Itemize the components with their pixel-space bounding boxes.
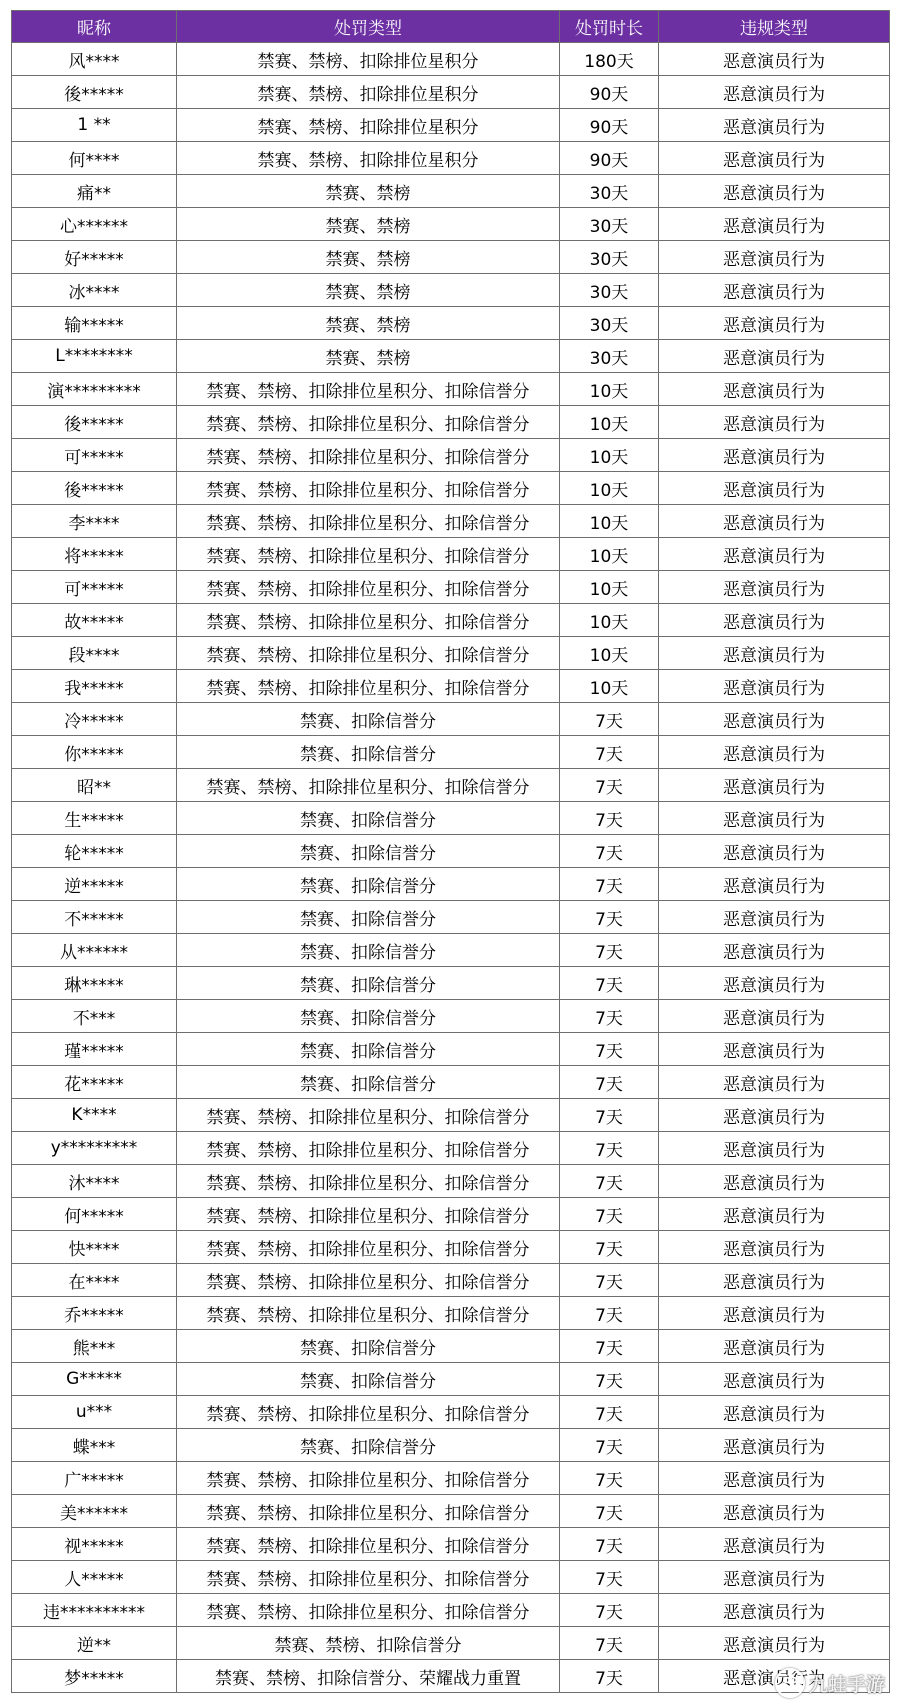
cell-penalty-duration: 7天 — [560, 1231, 659, 1264]
table-row — [12, 1429, 890, 1462]
cell-penalty-duration: 7天 — [560, 1099, 659, 1132]
cell-penalty-duration: 30天 — [560, 208, 659, 241]
cell-violation-type: 恶意演员行为 — [659, 1066, 890, 1099]
cell-violation-type: 恶意演员行为 — [659, 769, 890, 802]
cell-penalty-duration: 7天 — [560, 1561, 659, 1594]
cell-nickname: 在**** — [12, 1264, 177, 1297]
cell-violation-type: 恶意演员行为 — [659, 1627, 890, 1660]
cell-nickname: 冰**** — [12, 274, 177, 307]
table-row — [12, 1660, 890, 1693]
table-row — [12, 1231, 890, 1264]
cell-penalty-duration: 7天 — [560, 1363, 659, 1396]
cell-violation-type: 恶意演员行为 — [659, 703, 890, 736]
cell-nickname: 後***** — [12, 76, 177, 109]
table-row — [12, 472, 890, 505]
cell-nickname: 琳***** — [12, 967, 177, 1000]
cell-nickname: 美****** — [12, 1495, 177, 1528]
cell-penalty-duration: 7天 — [560, 1528, 659, 1561]
cell-violation-type: 恶意演员行为 — [659, 802, 890, 835]
table-row — [12, 76, 890, 109]
table-row — [12, 1528, 890, 1561]
cell-nickname: 梦***** — [12, 1660, 177, 1693]
cell-violation-type: 恶意演员行为 — [659, 835, 890, 868]
cell-violation-type: 恶意演员行为 — [659, 1594, 890, 1627]
table-row — [12, 934, 890, 967]
cell-nickname: 何***** — [12, 1198, 177, 1231]
table-row — [12, 835, 890, 868]
cell-penalty-type: 禁赛、禁榜 — [177, 274, 560, 307]
cell-nickname: 输***** — [12, 307, 177, 340]
cell-violation-type: 恶意演员行为 — [659, 142, 890, 175]
cell-penalty-type: 禁赛、扣除信誉分 — [177, 967, 560, 1000]
cell-penalty-type: 禁赛、禁榜、扣除排位星积分、扣除信誉分 — [177, 769, 560, 802]
cell-violation-type: 恶意演员行为 — [659, 1396, 890, 1429]
cell-penalty-duration: 7天 — [560, 868, 659, 901]
cell-nickname: G***** — [12, 1363, 177, 1396]
cell-violation-type: 恶意演员行为 — [659, 1462, 890, 1495]
cell-nickname: 违********** — [12, 1594, 177, 1627]
cell-penalty-duration: 7天 — [560, 967, 659, 1000]
cell-nickname: 可***** — [12, 439, 177, 472]
table-row — [12, 1099, 890, 1132]
cell-penalty-type: 禁赛、扣除信誉分 — [177, 1429, 560, 1462]
cell-penalty-type: 禁赛、禁榜、扣除排位星积分、扣除信誉分 — [177, 670, 560, 703]
cell-penalty-duration: 7天 — [560, 703, 659, 736]
cell-nickname: 你***** — [12, 736, 177, 769]
cell-penalty-duration: 10天 — [560, 439, 659, 472]
cell-nickname: 1 ** — [12, 109, 177, 142]
cell-violation-type: 恶意演员行为 — [659, 373, 890, 406]
cell-penalty-duration: 7天 — [560, 1660, 659, 1693]
cell-penalty-duration: 90天 — [560, 109, 659, 142]
cell-violation-type: 恶意演员行为 — [659, 340, 890, 373]
cell-violation-type: 恶意演员行为 — [659, 241, 890, 274]
cell-penalty-duration: 7天 — [560, 1165, 659, 1198]
cell-penalty-duration: 30天 — [560, 175, 659, 208]
cell-violation-type: 恶意演员行为 — [659, 307, 890, 340]
table-row — [12, 1033, 890, 1066]
cell-penalty-type: 禁赛、禁榜、扣除排位星积分、扣除信誉分 — [177, 1132, 560, 1165]
cell-violation-type: 恶意演员行为 — [659, 43, 890, 76]
table-row — [12, 1594, 890, 1627]
penalty-table — [11, 10, 890, 1693]
cell-nickname: 花***** — [12, 1066, 177, 1099]
cell-violation-type: 恶意演员行为 — [659, 1561, 890, 1594]
cell-violation-type: 恶意演员行为 — [659, 670, 890, 703]
cell-penalty-type: 禁赛、禁榜、扣除排位星积分 — [177, 109, 560, 142]
cell-violation-type: 恶意演员行为 — [659, 109, 890, 142]
cell-penalty-type: 禁赛、扣除信誉分 — [177, 934, 560, 967]
cell-violation-type: 恶意演员行为 — [659, 1099, 890, 1132]
cell-penalty-duration: 7天 — [560, 1594, 659, 1627]
cell-penalty-type: 禁赛、禁榜、扣除排位星积分、扣除信誉分 — [177, 1462, 560, 1495]
cell-penalty-type: 禁赛、禁榜、扣除排位星积分、扣除信誉分 — [177, 1165, 560, 1198]
cell-penalty-type: 禁赛、禁榜、扣除排位星积分、扣除信誉分 — [177, 439, 560, 472]
cell-violation-type: 恶意演员行为 — [659, 1330, 890, 1363]
cell-penalty-type: 禁赛、禁榜、扣除排位星积分、扣除信誉分 — [177, 604, 560, 637]
table-row — [12, 109, 890, 142]
cell-nickname: 故***** — [12, 604, 177, 637]
table-row — [12, 1066, 890, 1099]
cell-violation-type: 恶意演员行为 — [659, 934, 890, 967]
cell-penalty-type: 禁赛、禁榜、扣除排位星积分、扣除信誉分 — [177, 1297, 560, 1330]
cell-penalty-type: 禁赛、禁榜 — [177, 241, 560, 274]
cell-penalty-type: 禁赛、禁榜、扣除排位星积分、扣除信誉分 — [177, 637, 560, 670]
cell-nickname: 将***** — [12, 538, 177, 571]
cell-penalty-type: 禁赛、扣除信誉分 — [177, 802, 560, 835]
cell-violation-type: 恶意演员行为 — [659, 967, 890, 1000]
cell-violation-type: 恶意演员行为 — [659, 1000, 890, 1033]
cell-penalty-type: 禁赛、禁榜、扣除排位星积分、扣除信誉分 — [177, 406, 560, 439]
table-row — [12, 241, 890, 274]
cell-violation-type: 恶意演员行为 — [659, 571, 890, 604]
cell-penalty-duration: 7天 — [560, 1033, 659, 1066]
table-row — [12, 1462, 890, 1495]
cell-nickname: 我***** — [12, 670, 177, 703]
cell-penalty-duration: 10天 — [560, 637, 659, 670]
cell-penalty-type: 禁赛、禁榜、扣除排位星积分、扣除信誉分 — [177, 538, 560, 571]
header-row — [12, 11, 890, 43]
cell-penalty-type: 禁赛、禁榜、扣除排位星积分 — [177, 142, 560, 175]
cell-nickname: 不*** — [12, 1000, 177, 1033]
cell-nickname: 逆** — [12, 1627, 177, 1660]
table-row — [12, 1561, 890, 1594]
cell-penalty-duration: 7天 — [560, 835, 659, 868]
cell-violation-type: 恶意演员行为 — [659, 1231, 890, 1264]
table-header — [12, 11, 890, 43]
cell-penalty-duration: 7天 — [560, 1297, 659, 1330]
cell-nickname: 好***** — [12, 241, 177, 274]
table-row — [12, 802, 890, 835]
cell-penalty-duration: 7天 — [560, 1627, 659, 1660]
cell-violation-type: 恶意演员行为 — [659, 1198, 890, 1231]
cell-nickname: 演********* — [12, 373, 177, 406]
cell-nickname: 生***** — [12, 802, 177, 835]
cell-penalty-duration: 7天 — [560, 802, 659, 835]
table-row — [12, 604, 890, 637]
cell-penalty-type: 禁赛、禁榜、扣除排位星积分、扣除信誉分 — [177, 472, 560, 505]
cell-penalty-type: 禁赛、禁榜、扣除排位星积分 — [177, 43, 560, 76]
cell-penalty-duration: 10天 — [560, 505, 659, 538]
frog-icon — [775, 1668, 805, 1698]
cell-penalty-duration: 7天 — [560, 1396, 659, 1429]
table-row — [12, 406, 890, 439]
cell-nickname: 痛** — [12, 175, 177, 208]
cell-nickname: 人***** — [12, 1561, 177, 1594]
header-penalty-duration: 处罚时长 — [560, 11, 659, 43]
cell-penalty-duration: 10天 — [560, 670, 659, 703]
table-row — [12, 1165, 890, 1198]
cell-nickname: 瑾***** — [12, 1033, 177, 1066]
table-row — [12, 307, 890, 340]
cell-penalty-type: 禁赛、禁榜 — [177, 340, 560, 373]
cell-nickname: 轮***** — [12, 835, 177, 868]
cell-penalty-duration: 7天 — [560, 1132, 659, 1165]
table-body — [12, 43, 890, 1693]
cell-penalty-type: 禁赛、禁榜、扣除排位星积分、扣除信誉分 — [177, 1594, 560, 1627]
cell-penalty-duration: 30天 — [560, 307, 659, 340]
table-row — [12, 1000, 890, 1033]
cell-penalty-type: 禁赛、禁榜、扣除排位星积分、扣除信誉分 — [177, 1264, 560, 1297]
cell-nickname: 昭** — [12, 769, 177, 802]
table-row — [12, 373, 890, 406]
cell-penalty-type: 禁赛、扣除信誉分 — [177, 1033, 560, 1066]
cell-penalty-type: 禁赛、禁榜、扣除排位星积分、扣除信誉分 — [177, 373, 560, 406]
table-row — [12, 769, 890, 802]
cell-nickname: 逆***** — [12, 868, 177, 901]
cell-violation-type: 恶意演员行为 — [659, 274, 890, 307]
cell-nickname: 何**** — [12, 142, 177, 175]
table-row — [12, 1363, 890, 1396]
cell-nickname: 李**** — [12, 505, 177, 538]
cell-penalty-type: 禁赛、禁榜 — [177, 208, 560, 241]
table-row — [12, 1330, 890, 1363]
cell-violation-type: 恶意演员行为 — [659, 439, 890, 472]
cell-penalty-duration: 7天 — [560, 1462, 659, 1495]
cell-nickname: 後***** — [12, 406, 177, 439]
table-row — [12, 538, 890, 571]
table-row — [12, 208, 890, 241]
cell-penalty-type: 禁赛、禁榜 — [177, 307, 560, 340]
cell-penalty-duration: 7天 — [560, 1429, 659, 1462]
cell-violation-type: 恶意演员行为 — [659, 538, 890, 571]
table-row — [12, 43, 890, 76]
cell-penalty-type: 禁赛、禁榜、扣除排位星积分、扣除信誉分 — [177, 505, 560, 538]
cell-penalty-type: 禁赛、禁榜、扣除排位星积分 — [177, 76, 560, 109]
table-row — [12, 571, 890, 604]
cell-penalty-duration: 7天 — [560, 934, 659, 967]
cell-nickname: 沐**** — [12, 1165, 177, 1198]
table-row — [12, 637, 890, 670]
cell-penalty-type: 禁赛、禁榜、扣除排位星积分、扣除信誉分 — [177, 1231, 560, 1264]
cell-nickname: 熊*** — [12, 1330, 177, 1363]
cell-violation-type: 恶意演员行为 — [659, 736, 890, 769]
cell-penalty-type: 禁赛、禁榜、扣除信誉分 — [177, 1627, 560, 1660]
cell-penalty-duration: 7天 — [560, 769, 659, 802]
cell-nickname: 後***** — [12, 472, 177, 505]
cell-penalty-type: 禁赛、扣除信誉分 — [177, 835, 560, 868]
cell-nickname: 从****** — [12, 934, 177, 967]
cell-violation-type: 恶意演员行为 — [659, 406, 890, 439]
cell-violation-type: 恶意演员行为 — [659, 1297, 890, 1330]
cell-violation-type: 恶意演员行为 — [659, 637, 890, 670]
cell-penalty-duration: 7天 — [560, 1000, 659, 1033]
cell-penalty-duration: 7天 — [560, 1264, 659, 1297]
cell-penalty-type: 禁赛、禁榜、扣除排位星积分、扣除信誉分 — [177, 1099, 560, 1132]
table-row — [12, 175, 890, 208]
cell-penalty-duration: 10天 — [560, 373, 659, 406]
cell-nickname: 可***** — [12, 571, 177, 604]
cell-nickname: L******** — [12, 340, 177, 373]
cell-penalty-duration: 7天 — [560, 1330, 659, 1363]
cell-penalty-duration: 30天 — [560, 340, 659, 373]
cell-violation-type: 恶意演员行为 — [659, 505, 890, 538]
cell-nickname: 段**** — [12, 637, 177, 670]
table-row — [12, 142, 890, 175]
cell-penalty-duration: 10天 — [560, 538, 659, 571]
cell-penalty-duration: 30天 — [560, 274, 659, 307]
table-row — [12, 1264, 890, 1297]
cell-nickname: 心****** — [12, 208, 177, 241]
cell-penalty-type: 禁赛、扣除信誉分 — [177, 736, 560, 769]
site-watermark — [775, 1668, 885, 1698]
cell-penalty-type: 禁赛、扣除信誉分 — [177, 868, 560, 901]
cell-penalty-type: 禁赛、扣除信誉分 — [177, 703, 560, 736]
cell-violation-type: 恶意演员行为 — [659, 1495, 890, 1528]
cell-penalty-duration: 10天 — [560, 472, 659, 505]
cell-penalty-type: 禁赛、禁榜、扣除排位星积分、扣除信誉分 — [177, 1561, 560, 1594]
table-row — [12, 274, 890, 307]
cell-nickname: 蝶*** — [12, 1429, 177, 1462]
cell-violation-type: 恶意演员行为 — [659, 868, 890, 901]
cell-penalty-duration: 90天 — [560, 76, 659, 109]
cell-penalty-duration: 30天 — [560, 241, 659, 274]
cell-penalty-type: 禁赛、扣除信誉分 — [177, 901, 560, 934]
cell-penalty-duration: 180天 — [560, 43, 659, 76]
cell-nickname: K**** — [12, 1099, 177, 1132]
cell-violation-type: 恶意演员行为 — [659, 175, 890, 208]
cell-penalty-duration: 10天 — [560, 406, 659, 439]
cell-violation-type: 恶意演员行为 — [659, 1429, 890, 1462]
cell-violation-type: 恶意演员行为 — [659, 1363, 890, 1396]
cell-violation-type: 恶意演员行为 — [659, 1132, 890, 1165]
table-row — [12, 1132, 890, 1165]
cell-penalty-duration: 7天 — [560, 1495, 659, 1528]
table-row — [12, 967, 890, 1000]
cell-penalty-type: 禁赛、扣除信誉分 — [177, 1000, 560, 1033]
cell-penalty-type: 禁赛、禁榜、扣除排位星积分、扣除信誉分 — [177, 1528, 560, 1561]
header-nickname: 昵称 — [12, 11, 177, 43]
cell-violation-type: 恶意演员行为 — [659, 1528, 890, 1561]
cell-penalty-type: 禁赛、禁榜 — [177, 175, 560, 208]
cell-nickname: 视***** — [12, 1528, 177, 1561]
cell-penalty-type: 禁赛、禁榜、扣除排位星积分、扣除信誉分 — [177, 1396, 560, 1429]
cell-penalty-duration: 7天 — [560, 1066, 659, 1099]
table-row — [12, 868, 890, 901]
cell-penalty-type: 禁赛、扣除信誉分 — [177, 1363, 560, 1396]
table-row — [12, 340, 890, 373]
cell-violation-type: 恶意演员行为 — [659, 1264, 890, 1297]
table-row — [12, 1627, 890, 1660]
cell-penalty-duration: 90天 — [560, 142, 659, 175]
cell-nickname: 风**** — [12, 43, 177, 76]
table-row — [12, 1396, 890, 1429]
header-penalty-type: 处罚类型 — [177, 11, 560, 43]
cell-violation-type: 恶意演员行为 — [659, 472, 890, 505]
cell-violation-type: 恶意演员行为 — [659, 1660, 890, 1693]
cell-nickname: u*** — [12, 1396, 177, 1429]
table-row — [12, 1495, 890, 1528]
cell-violation-type: 恶意演员行为 — [659, 208, 890, 241]
table-row — [12, 736, 890, 769]
cell-penalty-duration: 7天 — [560, 1198, 659, 1231]
cell-violation-type: 恶意演员行为 — [659, 604, 890, 637]
watermark-text: 九蛙手游 — [808, 1673, 885, 1696]
cell-violation-type: 恶意演员行为 — [659, 76, 890, 109]
cell-violation-type: 恶意演员行为 — [659, 1165, 890, 1198]
cell-nickname: y********* — [12, 1132, 177, 1165]
cell-penalty-type: 禁赛、禁榜、扣除排位星积分、扣除信誉分 — [177, 1198, 560, 1231]
cell-violation-type: 恶意演员行为 — [659, 901, 890, 934]
cell-violation-type: 恶意演员行为 — [659, 1033, 890, 1066]
cell-nickname: 快**** — [12, 1231, 177, 1264]
cell-penalty-duration: 10天 — [560, 571, 659, 604]
table-row — [12, 439, 890, 472]
table-row — [12, 670, 890, 703]
cell-penalty-type: 禁赛、禁榜、扣除排位星积分、扣除信誉分 — [177, 1495, 560, 1528]
cell-penalty-type: 禁赛、禁榜、扣除信誉分、荣耀战力重置 — [177, 1660, 560, 1693]
cell-nickname: 广***** — [12, 1462, 177, 1495]
penalty-sheet — [11, 10, 889, 1693]
header-violation-type: 违规类型 — [659, 11, 890, 43]
table-row — [12, 1198, 890, 1231]
cell-penalty-type: 禁赛、扣除信誉分 — [177, 1066, 560, 1099]
cell-penalty-type: 禁赛、禁榜、扣除排位星积分、扣除信誉分 — [177, 571, 560, 604]
cell-penalty-type: 禁赛、扣除信誉分 — [177, 1330, 560, 1363]
table-row — [12, 901, 890, 934]
table-row — [12, 505, 890, 538]
cell-nickname: 冷***** — [12, 703, 177, 736]
table-row — [12, 1297, 890, 1330]
cell-nickname: 乔***** — [12, 1297, 177, 1330]
cell-penalty-duration: 7天 — [560, 901, 659, 934]
cell-penalty-duration: 7天 — [560, 736, 659, 769]
cell-penalty-duration: 10天 — [560, 604, 659, 637]
cell-nickname: 不***** — [12, 901, 177, 934]
table-row — [12, 703, 890, 736]
